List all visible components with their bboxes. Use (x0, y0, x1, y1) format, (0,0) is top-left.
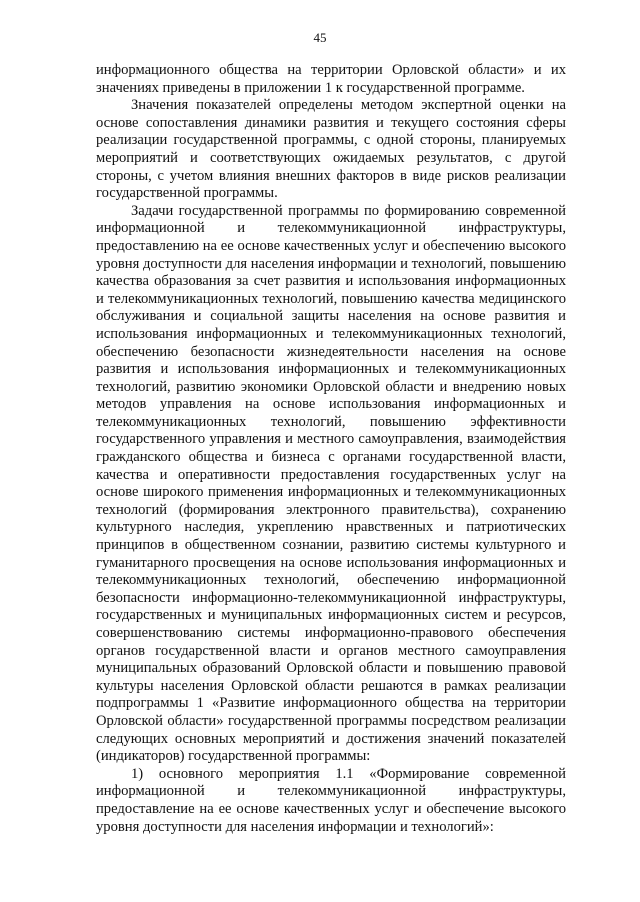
paragraph-continuation: информационного общества на территории Орловской области» и их значениях приведены в приложении 1 к государственной программе. (96, 62, 566, 96)
page-number: 45 (313, 30, 327, 45)
paragraph-main-activity: 1) основного мероприятия 1.1 «Формирование современной информационной и телекоммуникационной инфраструктуры, предоставление на ее основе качественных услуг и обеспечение высокого уровня доступности для населения информации и технологий»: (96, 765, 566, 835)
document-body (96, 62, 566, 836)
paragraph-indicator-values: Значения показателей определены методом экспертной оценки на основе сопоставления динамики развития и текущего состояния сферы реализации государственной программы, с одной стороны, планируемых мероприятий и соответствующих ожидаемых результатов, с другой стороны, с учетом влияния внешних факторов в виде рисков реализации государственной программы. (96, 97, 566, 202)
paragraph-program-tasks: Задачи государственной программы по формированию современной информационной и телекоммуникационной инфраструктуры, предоставлению на ее основе качественных услуг и обеспечению высокого уровня доступности для населения информации и технологий, повышению качества образования за счет развития и использования информационных и телекоммуникационных технологий, повышению качества медицинского обслуживания и социальной защиты населения на основе развития и использования информационных и телекоммуникационных технологий, обеспечению безопасности жизнедеятельности населения на основе развития и использования информационных и телекоммуникационных технологий, развитию экономики Орловской области и внедрению новых методов управления на основе использования информационных и телекоммуникационных технологий, повышению эффективности государственного управления и местного самоуправления, взаимодействия гражданского общества и бизнеса с органами государственной власти, качества и оперативности предоставления государственных услуг на основе широкого применения информационных и телекоммуникационных технологий (формирования электронного правительства), сохранению культурного наследия, укреплению нравственных и патриотических принципов в общественном сознании, развитию системы культурного и гуманитарного просвещения на основе использования информационных и телекоммуникационных технологий, обеспечению информационной безопасности информационно-телекоммуникационной инфраструктуры, государственных и муниципальных информационных систем и ресурсов, совершенствованию системы информационно-правового обеспечения органов государственной власти и органов местного самоуправления муниципальных образований Орловской области и повышению правовой культуры населения Орловской области решаются в рамках реализации подпрограммы 1 «Развитие информационного общества на территории Орловской области» государственной программы посредством реализации следующих основных мероприятий и достижения значений показателей (индикаторов) государственной программы: (96, 202, 566, 765)
